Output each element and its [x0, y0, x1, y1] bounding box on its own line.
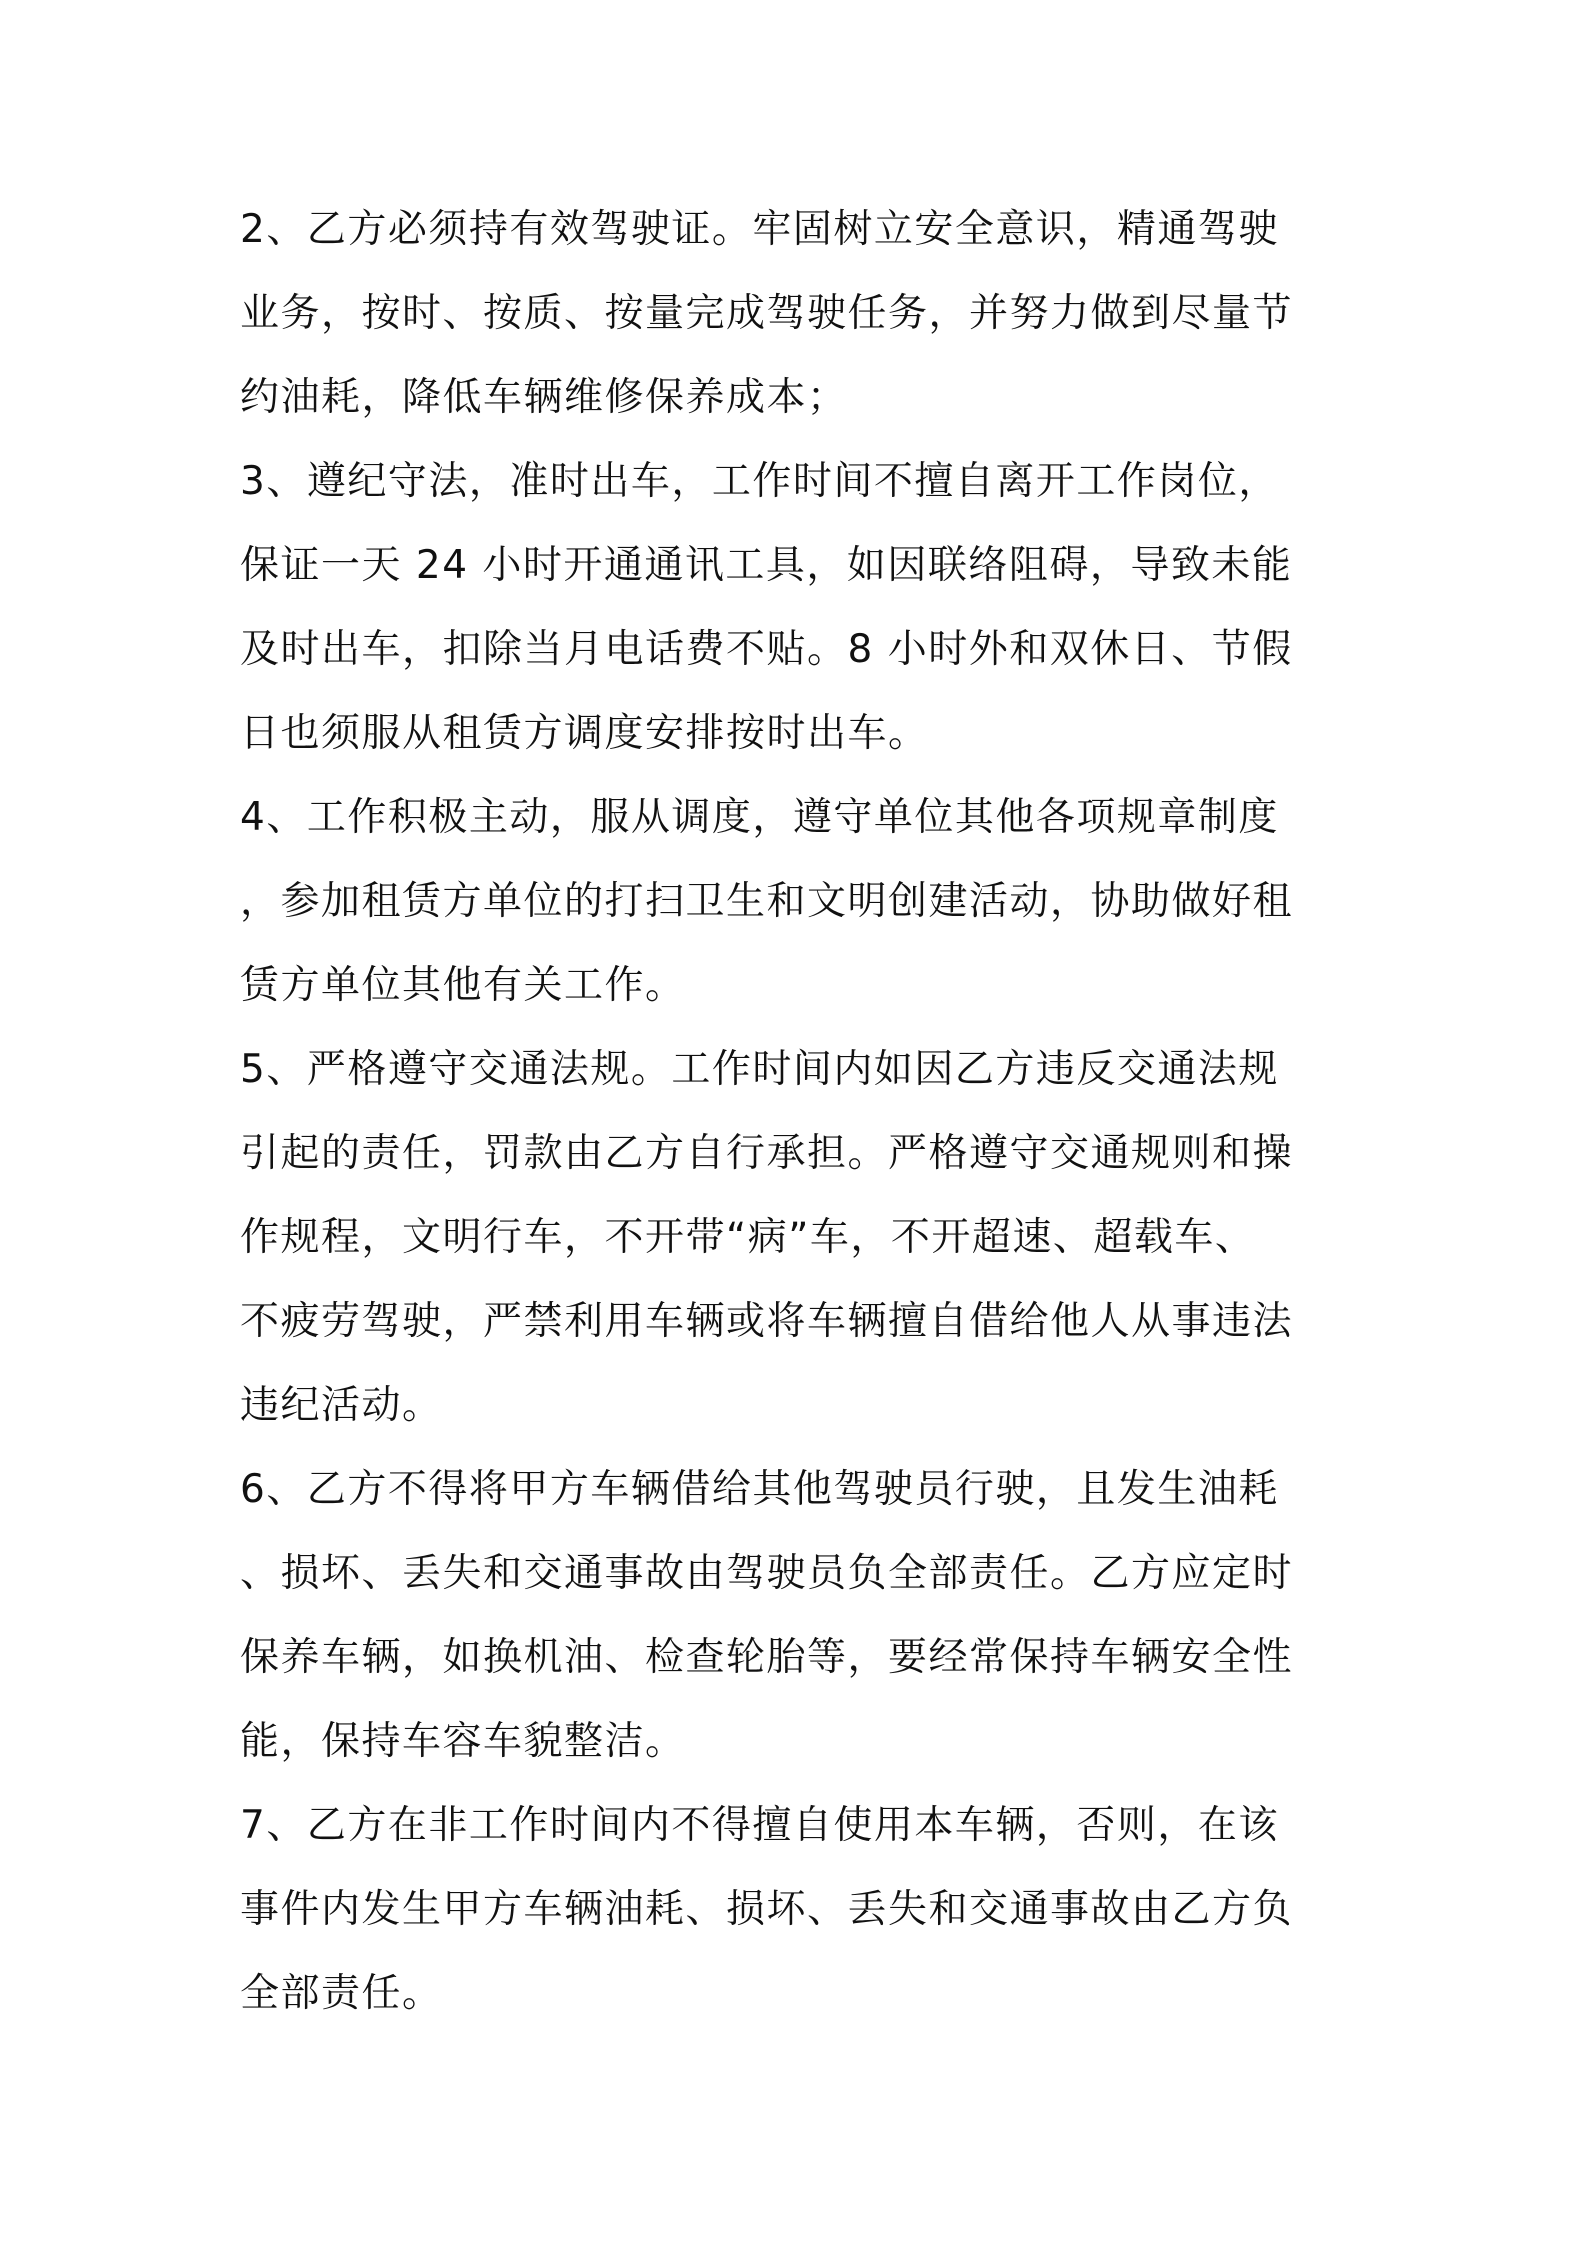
clause-line: 保养车辆，如换机油、检查轮胎等，要经常保持车辆安全性	[240, 1635, 1294, 1680]
clause-line: 事件内发生甲方车辆油耗、损坏、丢失和交通事故由乙方负	[240, 1887, 1294, 1932]
clause-5	[240, 1028, 1360, 1448]
clause-line: 5、严格遵守交通法规。工作时间内如因乙方违反交通法规	[240, 1047, 1279, 1092]
clause-line: 违纪活动。	[240, 1383, 443, 1428]
clause-line: 作规程，文明行车，不开带“病”车，不开超速、超载车、	[240, 1215, 1256, 1260]
clause-line: 3、遵纪守法，准时出车，工作时间不擅自离开工作岗位，	[240, 459, 1279, 504]
clause-line: 及时出车，扣除当月电话费不贴。8 小时外和双休日、节假	[240, 627, 1293, 672]
clause-line: 全部责任。	[240, 1971, 443, 2016]
clause-line: 保证一天 24 小时开通通讯工具，如因联络阻碍，导致未能	[240, 543, 1293, 588]
clause-line: 能，保持车容车貌整洁。	[240, 1719, 686, 1764]
clause-line: 、损坏、丢失和交通事故由驾驶员负全部责任。乙方应定时	[240, 1551, 1294, 1596]
clause-line: 4、工作积极主动，服从调度，遵守单位其他各项规章制度	[240, 795, 1279, 840]
clause-line: 6、乙方不得将甲方车辆借给其他驾驶员行驶，且发生油耗	[240, 1467, 1279, 1512]
clause-line: 不疲劳驾驶，严禁利用车辆或将车辆擅自借给他人从事违法	[240, 1299, 1294, 1344]
clause-4	[240, 776, 1360, 1028]
clause-2	[240, 188, 1360, 440]
clause-line: 7、乙方在非工作时间内不得擅自使用本车辆，否则，在该	[240, 1803, 1279, 1848]
clause-line: ，参加租赁方单位的打扫卫生和文明创建活动，协助做好租	[240, 879, 1294, 924]
clause-line: 赁方单位其他有关工作。	[240, 963, 686, 1008]
clause-3	[240, 440, 1360, 776]
clause-line: 2、乙方必须持有效驾驶证。牢固树立安全意识，精通驾驶	[240, 207, 1279, 252]
clause-line: 日也须服从租赁方调度安排按时出车。	[240, 711, 929, 756]
clause-6	[240, 1448, 1360, 1784]
clause-7	[240, 1784, 1360, 2036]
clause-line: 业务，按时、按质、按量完成驾驶任务，并努力做到尽量节	[240, 291, 1294, 336]
clause-line: 引起的责任，罚款由乙方自行承担。严格遵守交通规则和操	[240, 1131, 1294, 1176]
clause-line: 约油耗，降低车辆维修保养成本；	[240, 375, 848, 420]
